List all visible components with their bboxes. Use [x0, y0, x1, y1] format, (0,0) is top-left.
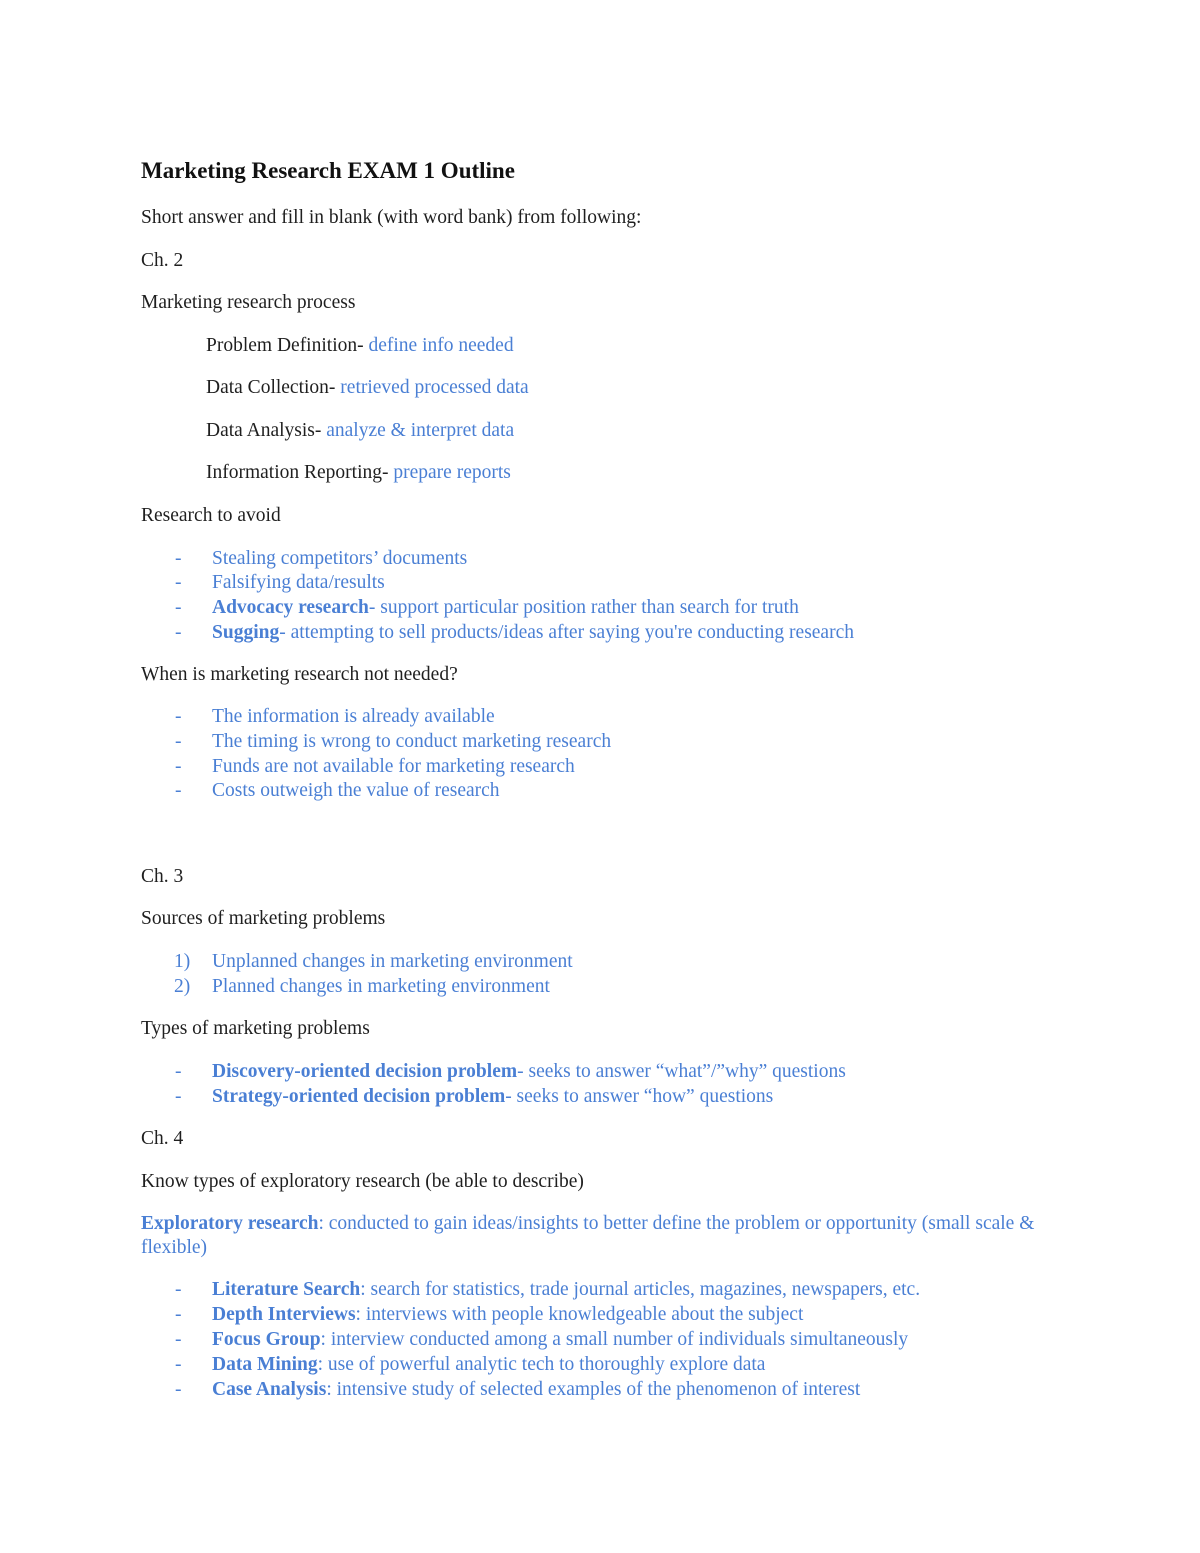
bullet-dash: -	[175, 731, 182, 752]
process-step	[206, 335, 514, 357]
bullet-dash: -	[175, 597, 182, 618]
bullet-dash: -	[175, 780, 182, 801]
exploratory-item	[212, 1329, 908, 1351]
definition: : conducted to gain ideas/insights to better define the problem or opportunity (small scale & flexible)	[141, 1213, 1035, 1258]
step-desc: analyze & interpret data	[321, 420, 515, 441]
bullet-dash: -	[175, 622, 182, 643]
step-desc: define info needed	[363, 335, 514, 356]
bullet-dash: -	[175, 756, 182, 777]
definition: - attempting to sell products/ideas after saying you're conducting research	[279, 622, 854, 643]
term: Data Mining	[212, 1354, 318, 1375]
bullet-dash: -	[175, 706, 182, 727]
exploratory-item	[212, 1304, 803, 1326]
term: Literature Search	[212, 1279, 361, 1300]
types-heading: Types of marketing problems	[141, 1018, 370, 1039]
chapter-4-heading: Ch. 4	[141, 1128, 184, 1149]
source-item: Planned changes in marketing environment	[212, 976, 550, 997]
bullet-dash: -	[175, 1354, 182, 1375]
definition: : search for statistics, trade journal articles, magazines, newspapers, etc.	[360, 1279, 921, 1300]
term: Exploratory research	[141, 1213, 319, 1234]
term: Depth Interviews	[212, 1304, 356, 1325]
bullet-dash: -	[175, 1304, 182, 1325]
type-item	[212, 1061, 846, 1083]
know-types-text: Know types of exploratory research (be able to describe)	[141, 1171, 584, 1192]
bullet-dash: -	[175, 1061, 182, 1082]
not-needed-item: The timing is wrong to conduct marketing research	[212, 731, 612, 752]
process-step	[206, 420, 514, 442]
definition: - seeks to answer “what”/”why” questions	[517, 1061, 846, 1082]
list-number: 1)	[174, 951, 191, 972]
type-item	[212, 1086, 773, 1108]
avoid-item: Falsifying data/results	[212, 572, 385, 593]
bullet-dash: -	[175, 1329, 182, 1350]
not-needed-heading: When is marketing research not needed?	[141, 664, 458, 685]
definition: : interviews with people knowledgeable about the subject	[355, 1304, 804, 1325]
definition: : interview conducted among a small number of individuals simultaneously	[320, 1329, 909, 1350]
term: Sugging	[212, 622, 280, 643]
definition: : intensive study of selected examples of the phenomenon of interest	[326, 1379, 861, 1400]
avoid-item	[212, 622, 854, 644]
process-step	[206, 377, 529, 399]
chapter-3-heading: Ch. 3	[141, 866, 184, 887]
term: Discovery-oriented decision problem	[212, 1061, 518, 1082]
term: Strategy-oriented decision problem	[212, 1086, 506, 1107]
term: Advocacy research	[212, 597, 369, 618]
not-needed-item: Funds are not available for marketing research	[212, 756, 575, 777]
step-label: Information Reporting-	[206, 462, 389, 483]
exploratory-definition	[141, 1212, 1071, 1260]
term: Case Analysis	[212, 1379, 327, 1400]
bullet-dash: -	[175, 1086, 182, 1107]
list-number: 2)	[174, 976, 191, 997]
exploratory-item	[212, 1379, 860, 1401]
bullet-dash: -	[175, 1279, 182, 1300]
definition: - support particular position rather than search for truth	[368, 597, 799, 618]
exploratory-item	[212, 1279, 920, 1301]
step-label: Data Analysis-	[206, 420, 322, 441]
sources-heading: Sources of marketing problems	[141, 908, 386, 929]
bullet-dash: -	[175, 548, 182, 569]
not-needed-item: The information is already available	[212, 706, 495, 727]
document-title: Marketing Research EXAM 1 Outline	[141, 158, 515, 183]
definition: - seeks to answer “how” questions	[505, 1086, 774, 1107]
term: Focus Group	[212, 1329, 321, 1350]
bullet-dash: -	[175, 1379, 182, 1400]
definition: : use of powerful analytic tech to thoroughly explore data	[317, 1354, 766, 1375]
avoid-item	[212, 597, 799, 619]
step-desc: prepare reports	[388, 462, 511, 483]
chapter-2-heading: Ch. 2	[141, 250, 184, 271]
not-needed-item: Costs outweigh the value of research	[212, 780, 500, 801]
step-label: Data Collection-	[206, 377, 336, 398]
process-heading: Marketing research process	[141, 292, 356, 313]
step-label: Problem Definition-	[206, 335, 364, 356]
step-desc: retrieved processed data	[335, 377, 529, 398]
intro-text: Short answer and fill in blank (with word bank) from following:	[141, 207, 642, 228]
bullet-dash: -	[175, 572, 182, 593]
avoid-item: Stealing competitors’ documents	[212, 548, 468, 569]
exploratory-item	[212, 1354, 765, 1376]
process-step	[206, 462, 511, 484]
source-item: Unplanned changes in marketing environment	[212, 951, 573, 972]
avoid-heading: Research to avoid	[141, 505, 281, 526]
